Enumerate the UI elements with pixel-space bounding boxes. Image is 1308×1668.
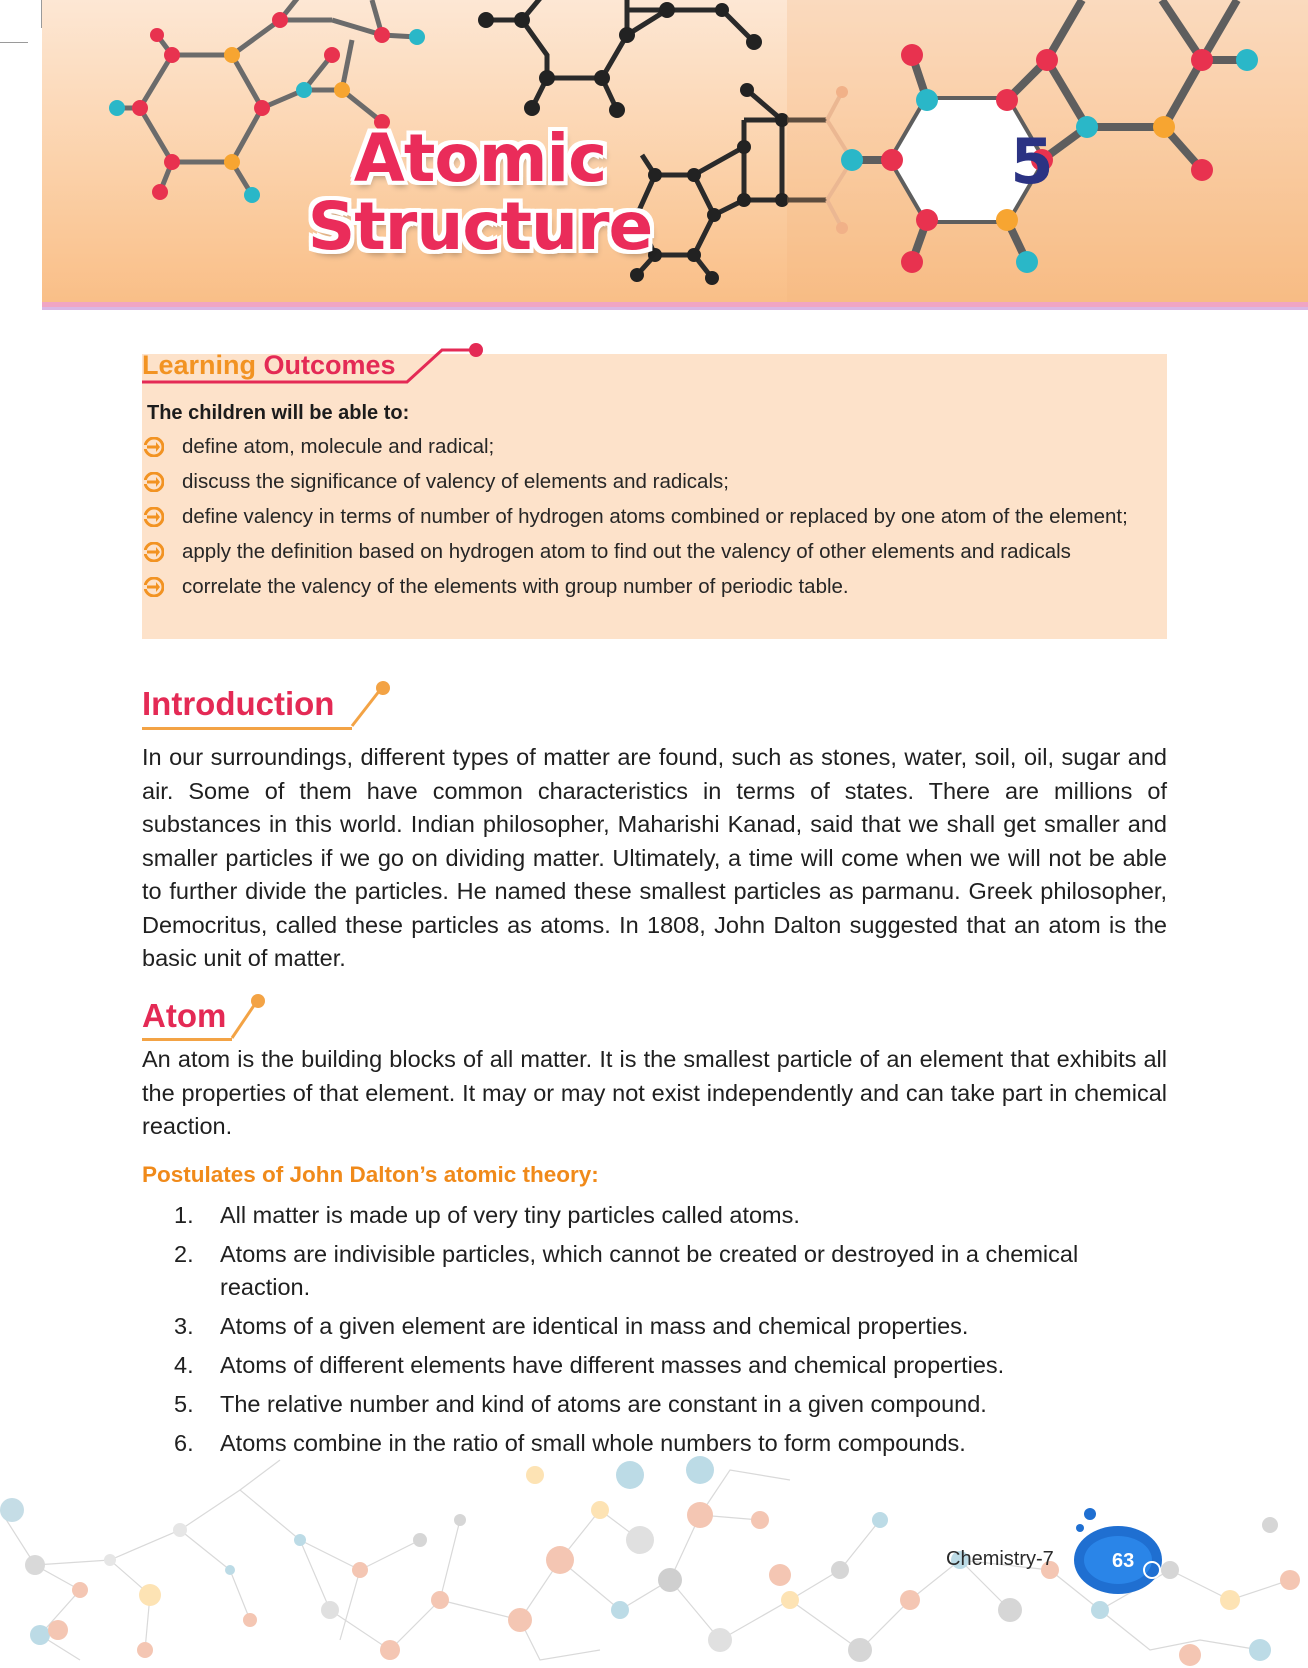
banner-border bbox=[42, 307, 1308, 310]
heading-accent-line bbox=[230, 992, 280, 1042]
learning-outcomes-lead: The children will be able to: bbox=[147, 402, 410, 424]
list-item: 4. Atoms of different elements have different masses and chemical properties. bbox=[160, 1349, 1167, 1382]
chapter-banner bbox=[42, 0, 1308, 307]
crop-mark bbox=[0, 42, 28, 43]
list-number: 1. bbox=[174, 1202, 194, 1228]
list-number: 3. bbox=[174, 1313, 194, 1339]
list-number: 5. bbox=[174, 1391, 194, 1417]
arrow-bullet-icon bbox=[144, 507, 164, 527]
arrow-bullet-icon bbox=[144, 437, 164, 457]
postulates-list bbox=[160, 1199, 1167, 1466]
list-item: correlate the valency of the elements with group number of periodic table. bbox=[142, 572, 1152, 601]
postulates-heading: Postulates of John Dalton’s atomic theory: bbox=[142, 1162, 599, 1187]
arrow-bullet-icon bbox=[144, 542, 164, 562]
arrow-bullet-icon bbox=[144, 472, 164, 492]
introduction-heading: Introduction bbox=[142, 685, 335, 722]
list-item: 2. Atoms are indivisible particles, which cannot be created or destroyed in a chemical reaction. bbox=[160, 1238, 1167, 1304]
list-item: 1. All matter is made up of very tiny particles called atoms. bbox=[160, 1199, 1167, 1232]
list-number: 2. bbox=[174, 1241, 194, 1267]
book-title: Chemistry-7 bbox=[946, 1548, 1054, 1570]
heading-accent-line bbox=[350, 680, 400, 730]
chapter-title-line2: Structure bbox=[307, 188, 653, 265]
atom-heading: Atom bbox=[142, 997, 227, 1034]
introduction-underline bbox=[142, 727, 352, 730]
molecule-illustration bbox=[42, 0, 1308, 307]
list-number: 6. bbox=[174, 1430, 194, 1456]
chapter-title-line1: Atomic bbox=[353, 120, 607, 197]
heading-word-learning: Learning bbox=[142, 350, 257, 380]
atom-underline bbox=[142, 1038, 232, 1041]
list-item: 6. Atoms combine in the ratio of small whole numbers to form compounds. bbox=[160, 1427, 1167, 1460]
list-item: 5. The relative number and kind of atoms are constant in a given compound. bbox=[160, 1388, 1167, 1421]
heading-word-outcomes: Outcomes bbox=[263, 350, 396, 380]
list-item: discuss the significance of valency of elements and radicals; bbox=[142, 467, 1152, 496]
list-item: apply the definition based on hydrogen atom to find out the valency of other elements and radicals bbox=[142, 537, 1152, 566]
chapter-number: 5 bbox=[1010, 125, 1054, 198]
heading-accent-line bbox=[142, 340, 502, 390]
page-number: 63 bbox=[1112, 1550, 1135, 1572]
arrow-bullet-icon bbox=[144, 577, 164, 597]
atom-paragraph: An atom is the building blocks of all matter. It is the smallest particle of an element that exhibits all the properties of that element. It may or may not exist independently and can take part in chemical reaction. bbox=[142, 1046, 1167, 1139]
list-item: define atom, molecule and radical; bbox=[142, 432, 1152, 461]
introduction-paragraph: In our surroundings, different types of matter are found, such as stones, water, soil, oil, sugar and air. Some of them have common characteristics in terms of states. There are millions of substances in this world. Indian philosopher, Maharishi Kanad, said that we shall get smaller and smaller particles if we go on dividing matter. Ultimately, a time will come when we will not be able to further divide the particles. He named these smallest particles as parmanu. Greek philosopher, Democritus, called these particles as atoms. In 1808, John Dalton suggested that an atom is the basic unit of matter. bbox=[142, 744, 1167, 971]
list-item: define valency in terms of number of hydrogen atoms combined or replaced by one atom of the element; bbox=[142, 502, 1152, 531]
chapter-title bbox=[300, 120, 660, 265]
list-item: 3. Atoms of a given element are identical in mass and chemical properties. bbox=[160, 1310, 1167, 1343]
learning-outcomes-list bbox=[142, 432, 1152, 607]
list-number: 4. bbox=[174, 1352, 194, 1378]
